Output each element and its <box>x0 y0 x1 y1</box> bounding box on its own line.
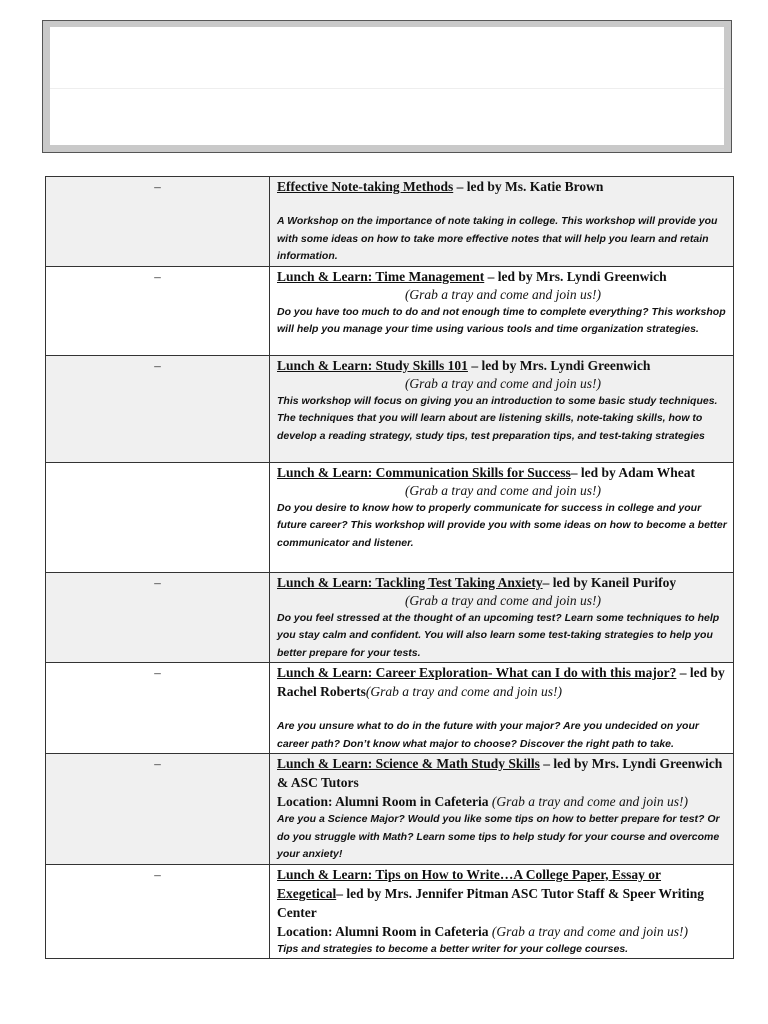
date-cell <box>46 462 270 572</box>
date-cell <box>46 572 270 663</box>
workshop-description: A Workshop on the importance of note taking in college. This workshop will provide you with some ideas on how to take more effective notes that will help you learn and retain information. <box>277 215 718 262</box>
table-row <box>46 355 734 462</box>
date-cell <box>46 266 270 355</box>
date-dash: – <box>154 268 161 284</box>
table-row <box>46 864 734 959</box>
table-row <box>46 266 734 355</box>
workshop-description: Do you feel stressed at the thought of an upcoming test? Learn some techniques to help you stay calm and confident. You will also learn some test-taking strategies to help you better prepare for your tests. <box>277 611 720 659</box>
table-row <box>46 754 734 865</box>
header-inner-panel <box>50 27 724 145</box>
workshop-title: Lunch & Learn: Time Management <box>277 268 485 284</box>
workshop-tagline: (Grab a tray and come and join us!) <box>404 592 602 608</box>
workshop-heading <box>277 356 729 375</box>
table-row <box>46 177 734 267</box>
workshop-location-line <box>277 922 729 941</box>
workshop-location: Location: Alumni Room in Cafeteria <box>277 923 489 939</box>
date-dash: – <box>154 179 161 194</box>
workshop-heading <box>277 754 729 792</box>
description-cell <box>270 663 734 754</box>
workshop-leader: – led by Mrs. Lyndi Greenwich <box>467 357 651 373</box>
workshop-leader: – led by Kaneil Purifoy <box>542 574 677 590</box>
workshop-title: Lunch & Learn: Study Skills 101 <box>277 357 468 373</box>
workshop-description: Are you unsure what to do in the future with your major? Are you undecided on your career path? Don’t know what major to choose? Discover the right path to take. <box>277 720 699 750</box>
workshop-tagline: (Grab a tray and come and join us!) <box>491 923 688 939</box>
workshop-leader: – led by Ms. Katie Brown <box>453 179 604 194</box>
workshop-heading <box>277 573 729 592</box>
description-cell <box>270 572 734 663</box>
workshop-description: This workshop will focus on giving you an introduction to some basic study techniques. The techniques that you will learn about are listening skills, note-taking skills, how to develop a reading strategy, study tips, test preparation tips, and test-taking strategies <box>277 394 718 442</box>
date-cell <box>46 663 270 754</box>
date-cell <box>46 754 270 865</box>
workshop-tagline: (Grab a tray and come and join us!) <box>365 684 562 699</box>
workshop-leader: – led by Mrs. Lyndi Greenwich <box>484 268 667 284</box>
workshop-title: Lunch & Learn: Communication Skills for Success <box>277 464 571 480</box>
date-cell <box>46 177 270 267</box>
workshop-heading <box>277 267 729 286</box>
date-cell <box>46 355 270 462</box>
workshop-leader: – led by Adam Wheat <box>570 464 696 480</box>
description-cell <box>270 864 734 959</box>
workshop-heading <box>277 177 729 196</box>
workshop-description: Do you have too much to do and not enough time to complete everything? This workshop will help you manage your time using various tools and time organization strategies. <box>277 305 726 335</box>
workshop-location: Location: Alumni Room in Cafeteria <box>277 794 489 809</box>
table-row <box>46 572 734 663</box>
workshop-description: Are you a Science Major? Would you like some tips on how to better prepare for test? Or do you struggle with Math? Learn some tips to help study for your course and overcome your anxiety! <box>277 813 720 860</box>
table-row <box>46 663 734 754</box>
workshop-tagline: (Grab a tray and come and join us!) <box>404 482 602 498</box>
description-cell <box>270 266 734 355</box>
workshop-leader: – led by Mrs. Lyndi Greenwich & ASC Tutors <box>277 756 723 790</box>
workshop-schedule-table <box>45 176 734 959</box>
workshop-title: Effective Note-taking Methods <box>277 179 454 194</box>
date-dash: – <box>154 665 161 680</box>
date-dash: – <box>154 756 161 771</box>
header-divider <box>50 88 724 89</box>
workshop-location-line <box>277 792 729 811</box>
workshop-title: Lunch & Learn: Science & Math Study Skills <box>277 756 540 771</box>
workshop-leader: – led by Rachel Roberts <box>277 665 725 699</box>
workshop-title: Lunch & Learn: Career Exploration- What can I do with this major? <box>277 665 677 680</box>
date-dash: – <box>154 866 161 882</box>
workshop-description: Do you desire to know how to properly communicate for success in college and your future career? This workshop will provide you with some ideas on how to become a better communicator and listener. <box>277 501 727 549</box>
description-cell <box>270 177 734 267</box>
workshop-tagline: (Grab a tray and come and join us!) <box>491 794 688 809</box>
workshop-description: Tips and strategies to become a better writer for your college courses. <box>277 942 629 955</box>
date-cell <box>46 864 270 959</box>
header-box <box>42 20 732 153</box>
workshop-heading <box>277 865 729 922</box>
description-cell <box>270 355 734 462</box>
workshop-tagline: (Grab a tray and come and join us!) <box>404 375 602 391</box>
table-row <box>46 462 734 572</box>
date-dash: – <box>154 574 161 590</box>
workshop-leader: – led by Mrs. Jennifer Pitman ASC Tutor Staff & Speer Writing Center <box>277 885 705 920</box>
date-dash: – <box>154 357 161 373</box>
description-cell <box>270 462 734 572</box>
workshop-title: Lunch & Learn: Tackling Test Taking Anxiety <box>277 574 543 590</box>
workshop-tagline: (Grab a tray and come and join us!) <box>404 286 602 302</box>
workshop-heading <box>277 463 729 482</box>
description-cell <box>270 754 734 865</box>
workshop-heading <box>277 663 729 701</box>
workshop-title: Lunch & Learn: Tips on How to Write…A College Paper, Essay or Exegetical <box>277 866 662 901</box>
